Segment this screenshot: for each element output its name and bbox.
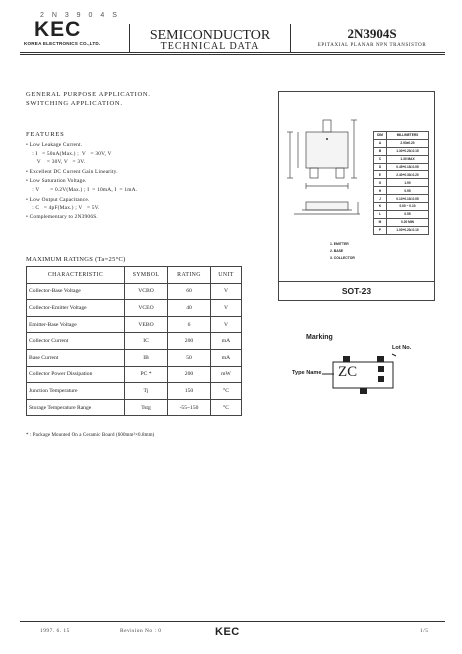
package-name: SOT-23	[278, 281, 435, 301]
table-row	[27, 300, 242, 317]
kec-logo: KEC	[34, 18, 82, 41]
table-cell: VCEO	[125, 300, 168, 317]
table-header: CHARACTERISTIC	[27, 267, 125, 284]
table-cell: 1.30 MAX	[387, 155, 429, 163]
table-header: SYMBOL	[125, 267, 168, 284]
table-row	[374, 155, 429, 163]
table-row	[374, 163, 429, 171]
table-cell: MILLIMETERS	[387, 132, 429, 140]
table-cell: 2.40+0.30/-0.20	[387, 171, 429, 179]
part-description: EPITAXIAL PLANAR NPN TRANSISTOR	[317, 43, 427, 48]
table-cell: mW	[211, 366, 242, 383]
table-cell: Tstg	[125, 399, 168, 416]
table-cell: Collector Current	[27, 333, 125, 350]
marking-drawing	[320, 348, 410, 404]
dimension-table	[373, 131, 429, 235]
table-cell: G	[374, 179, 387, 187]
table-cell: L	[374, 210, 387, 218]
feature-line: • Complementary to 2N3906S.	[26, 214, 98, 220]
table-cell: 0.20 MIN	[387, 218, 429, 226]
table-cell: VCBO	[125, 283, 168, 300]
table-cell: IB	[125, 349, 168, 366]
table-cell: 2.93±0.20	[387, 139, 429, 147]
features-title: FEATURES	[26, 131, 65, 138]
table-cell: °C	[211, 383, 242, 400]
table-cell: 0.13+0.10/-0.05	[387, 195, 429, 203]
table-cell: Collector-Base Voltage	[27, 283, 125, 300]
table-cell: M	[374, 218, 387, 226]
table-cell: A	[374, 139, 387, 147]
table-row	[374, 195, 429, 203]
part-number: 2N3904S	[347, 26, 397, 41]
application-line: SWITCHING APPLICATION.	[26, 100, 123, 107]
table-row	[374, 218, 429, 226]
table-row	[374, 210, 429, 218]
table-header: UNIT	[211, 267, 242, 284]
pin-label: 2. BASE	[330, 249, 344, 253]
table-row	[27, 366, 242, 383]
footer-rule	[20, 621, 445, 622]
table-cell: Junction Temperature	[27, 383, 125, 400]
doc-subtitle: TECHNICAL DATA	[160, 41, 260, 52]
footer-logo: KEC	[215, 626, 240, 638]
logo-part-caption: 2 N 3 9 0 4 S	[40, 12, 120, 19]
pin-label: 1. EMITTER	[330, 242, 349, 246]
header-rule	[20, 54, 445, 55]
footer-date: 1997. 6. 15	[40, 628, 70, 634]
feature-line: V = 30V, V = 3V.	[26, 159, 86, 165]
feature-line: : I = 50nA(Max.) ; V = 30V, V	[26, 151, 112, 157]
table-row	[374, 171, 429, 179]
table-cell: 0.00 ~ 0.10	[387, 203, 429, 211]
table-cell: -55~150	[168, 399, 211, 416]
table-cell: 150	[168, 383, 211, 400]
table-cell: J	[374, 195, 387, 203]
table-row	[27, 283, 242, 300]
table-row	[374, 203, 429, 211]
max-ratings-table	[26, 266, 242, 416]
table-cell: 60	[168, 283, 211, 300]
header-rule	[20, 52, 445, 53]
table-row	[27, 349, 242, 366]
table-cell: DIM	[374, 132, 387, 140]
table-row	[374, 187, 429, 195]
table-cell: E	[374, 171, 387, 179]
table-cell: IC	[125, 333, 168, 350]
table-row	[374, 132, 429, 140]
table-cell: mA	[211, 333, 242, 350]
feature-line: • Low Leakage Current.	[26, 142, 83, 148]
table-cell: PC *	[125, 366, 168, 383]
feature-line: : C = 4pF(Max.) ; V = 5V.	[26, 205, 100, 211]
table-cell: V	[211, 316, 242, 333]
table-cell: Base Current	[27, 349, 125, 366]
table-cell: VEBO	[125, 316, 168, 333]
table-cell: 0.55	[387, 210, 429, 218]
table-cell: Tj	[125, 383, 168, 400]
doc-title: SEMICONDUCTOR	[149, 28, 271, 43]
feature-line: • Excellent DC Current Gain Linearity.	[26, 169, 118, 175]
table-cell: 200	[168, 366, 211, 383]
table-cell: P	[374, 226, 387, 234]
table-cell: mA	[211, 349, 242, 366]
company-name: KOREA ELECTRONICS CO.,LTD.	[24, 41, 101, 46]
pin-label: 3. COLLECTOR	[330, 256, 355, 260]
table-cell: V	[211, 300, 242, 317]
table-cell: Collector Power Dissipation	[27, 366, 125, 383]
table-cell: 0.95	[387, 187, 429, 195]
table-row	[374, 147, 429, 155]
footer-revision: Revision No : 0	[120, 628, 162, 634]
table-cell: 50	[168, 349, 211, 366]
feature-line: • Low Saturation Voltage.	[26, 178, 87, 184]
table-row	[27, 316, 242, 333]
table-cell: 0.45+0.15/-0.05	[387, 163, 429, 171]
table-cell: H	[374, 187, 387, 195]
table-row	[27, 333, 242, 350]
table-cell: Emitter-Base Voltage	[27, 316, 125, 333]
table-cell: B	[374, 147, 387, 155]
table-cell: 200	[168, 333, 211, 350]
table-cell: 1.00+0.20/-0.10	[387, 226, 429, 234]
table-cell: 1.90	[387, 179, 429, 187]
table-cell: Storage Temperature Range	[27, 399, 125, 416]
page-number: 1/5	[420, 628, 429, 634]
table-row	[374, 226, 429, 234]
header-divider	[129, 24, 130, 52]
table-row	[27, 399, 242, 416]
table-header: RATING	[168, 267, 211, 284]
table-cell: 6	[168, 316, 211, 333]
marking-title: Marking	[306, 334, 333, 341]
table-row	[374, 139, 429, 147]
footnote: * : Package Mounted On a Ceramic Board (600mm²×0.8mm)	[26, 433, 155, 438]
table-cell: °C	[211, 399, 242, 416]
feature-line: • Low Output Capacitance.	[26, 197, 90, 203]
table-cell: D	[374, 163, 387, 171]
max-ratings-title: MAXIMUM RATINGS (Ta=25°C)	[26, 256, 126, 263]
type-name-label: Type Name	[292, 370, 322, 376]
table-cell: Collector-Emitter Voltage	[27, 300, 125, 317]
table-row	[27, 383, 242, 400]
table-cell: K	[374, 203, 387, 211]
table-row	[374, 179, 429, 187]
table-cell: V	[211, 283, 242, 300]
table-cell: 1.30+0.20/-0.15	[387, 147, 429, 155]
table-cell: C	[374, 155, 387, 163]
header-divider	[290, 24, 291, 52]
feature-line: : V = 0.2V(Max.) ; I = 10mA, I = 1mA.	[26, 187, 138, 193]
package-drawing	[284, 110, 372, 250]
application-line: GENERAL PURPOSE APPLICATION.	[26, 91, 151, 98]
marking-code: ZC	[338, 364, 358, 380]
lot-number-label: Lot No.	[392, 345, 412, 351]
table-cell: 40	[168, 300, 211, 317]
table-header-row	[27, 267, 242, 284]
